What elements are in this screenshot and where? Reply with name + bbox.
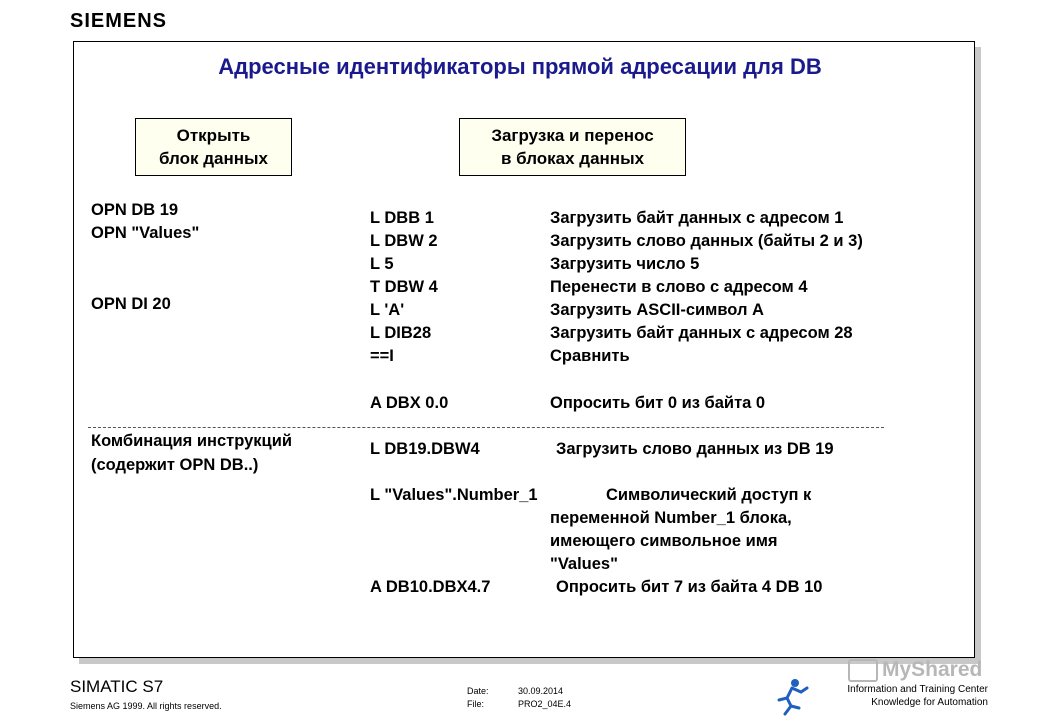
row-desc: Загрузить байт данных с адресом 28 xyxy=(550,324,853,342)
combo-desc-2d: "Values" xyxy=(550,555,618,573)
copyright-text: Siemens AG 1999. All rights reserved. xyxy=(70,701,222,711)
row-desc: Загрузить число 5 xyxy=(550,255,700,273)
combo-cmd-2: L "Values".Number_1 xyxy=(370,486,538,504)
row-desc: Сравнить xyxy=(550,347,630,365)
file-label: File: xyxy=(467,699,485,709)
open-block-line2: блок данных xyxy=(158,149,269,168)
date-value: 30.09.2014 xyxy=(518,686,564,696)
row-cmd: L DIB28 xyxy=(370,324,432,342)
load-transfer-line1: Загрузка и перенос xyxy=(491,126,654,145)
combo-desc-2b: переменной Number_1 блока, xyxy=(550,509,792,527)
load-transfer-line2: в блоках данных xyxy=(500,149,645,168)
combo-desc-3: Опросить бит 7 из байта 4 DB 10 xyxy=(556,578,823,596)
row-cmd: L 5 xyxy=(370,255,394,273)
itc-line1: Information and Training Center xyxy=(847,684,988,695)
product-name: SIMATIC S7 xyxy=(70,677,164,696)
combo-title-line1: Комбинация инструкций xyxy=(91,432,292,450)
combo-cmd-3: A DB10.DBX4.7 xyxy=(370,578,491,596)
row-cmd: ==I xyxy=(370,347,394,365)
combo-title-line2: (содержит OPN DB..) xyxy=(91,456,259,474)
row-desc: Опросить бит 0 из байта 0 xyxy=(550,394,766,412)
combo-desc-2c: имеющего символьное имя xyxy=(550,532,778,550)
watermark xyxy=(848,658,982,682)
load-transfer-box xyxy=(459,118,686,176)
file-value: PRO2_04E.4 xyxy=(518,699,572,709)
row-cmd: T DBW 4 xyxy=(370,278,438,296)
combo-desc-1: Загрузить слово данных из DB 19 xyxy=(556,440,834,458)
row-desc: Загрузить слово данных (байты 2 и 3) xyxy=(550,232,863,250)
itc-line2: Knowledge for Automation xyxy=(871,697,988,708)
open-block-line1: Открыть xyxy=(176,126,251,145)
section-divider xyxy=(88,427,884,428)
presentation-icon xyxy=(848,659,878,682)
itc-block xyxy=(847,683,988,709)
opn-di-text: OPN DI 20 xyxy=(91,295,171,313)
row-cmd: A DBX 0.0 xyxy=(370,394,449,412)
date-label: Date: xyxy=(467,686,489,696)
opn-values-text: OPN "Values" xyxy=(91,224,200,242)
row-desc: Загрузить ASCII-символ A xyxy=(550,301,764,319)
combo-desc-2a: Символический доступ к xyxy=(606,486,812,504)
row-desc: Загрузить байт данных с адресом 1 xyxy=(550,209,844,227)
watermark-text: MyShared xyxy=(882,658,983,681)
combo-cmd-1: L DB19.DBW4 xyxy=(370,440,480,458)
opn-db-text: OPN DB 19 xyxy=(91,201,179,219)
runner-logo-icon xyxy=(773,676,813,721)
row-cmd: L DBB 1 xyxy=(370,209,434,227)
row-cmd: L DBW 2 xyxy=(370,232,438,250)
row-desc: Перенести в слово с адресом 4 xyxy=(550,278,808,296)
slide-title: Адресные идентификаторы прямой адресации для DB xyxy=(218,54,822,79)
open-block-box xyxy=(135,118,292,176)
row-cmd: L 'A' xyxy=(370,301,405,319)
siemens-logo: SIEMENS xyxy=(70,10,168,32)
